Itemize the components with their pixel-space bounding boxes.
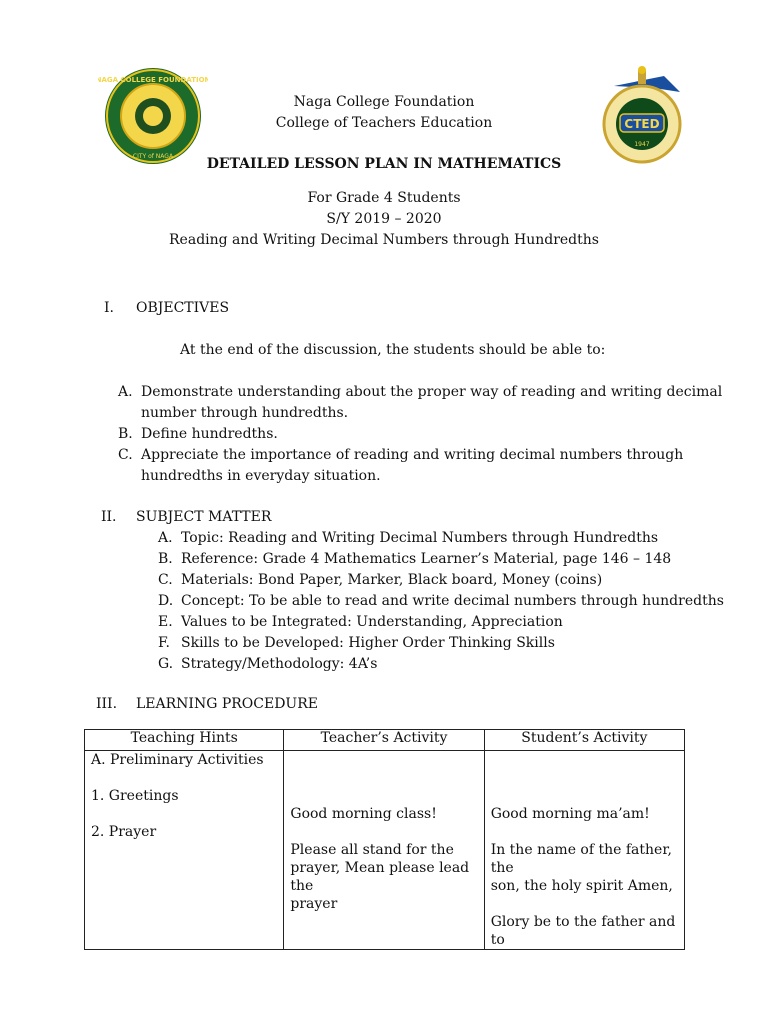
hint-prayer: 2. Prayer <box>91 824 157 840</box>
list-item: Skills to be Developed: Higher Order Thinking Skills <box>181 635 555 651</box>
list-item: Values to be Integrated: Understanding, Appreciation <box>181 614 563 630</box>
student-greeting: Good morning ma’am! <box>490 806 650 822</box>
list-letter: E. <box>158 614 173 630</box>
section-heading: OBJECTIVES <box>136 300 230 316</box>
list-letter: F. <box>158 635 170 651</box>
list-item: Demonstrate understanding about the proper way of reading and writing decimal <box>141 384 723 400</box>
list-letter: B. <box>158 551 173 567</box>
list-item: Strategy/Methodology: 4A’s <box>181 656 378 672</box>
svg-text:1947: 1947 <box>634 141 650 148</box>
section-heading: SUBJECT MATTER <box>136 509 272 525</box>
list-letter: G. <box>158 656 174 672</box>
objectives-intro: At the end of the discussion, the students should be able to: <box>180 342 606 358</box>
teacher-prayer-line: Please all stand for the <box>290 842 454 858</box>
teacher-prayer-line: prayer, Mean please lead the <box>290 860 470 894</box>
section-numeral: III. <box>96 696 118 712</box>
list-letter: B. <box>118 426 133 442</box>
students-activity-cell <box>484 751 684 950</box>
list-item: Concept: To be able to read and write decimal numbers through hundredths <box>181 593 724 609</box>
list-letter: A. <box>118 384 133 400</box>
teacher-prayer-line: prayer <box>290 896 338 912</box>
list-letter: C. <box>118 447 133 463</box>
section-numeral: II. <box>101 509 117 525</box>
teaching-hints-cell <box>85 751 284 950</box>
teacher-greeting: Good morning class! <box>290 806 437 822</box>
learning-procedure-table <box>84 729 685 950</box>
list-item: number through hundredths. <box>141 405 349 421</box>
list-item: Topic: Reading and Writing Decimal Numbers through Hundredths <box>181 530 659 546</box>
section-numeral: I. <box>104 300 114 316</box>
student-glory-line: Glory be to the father and to <box>490 914 676 948</box>
school-year: S/Y 2019 – 2020 <box>326 211 442 227</box>
student-prayer-line: In the name of the father, the <box>490 842 672 876</box>
list-letter: C. <box>158 572 173 588</box>
list-item: hundredths in everyday situation. <box>141 468 381 484</box>
school-name: Naga College Foundation <box>293 94 475 110</box>
list-letter: A. <box>158 530 173 546</box>
seal-lettering: NAGA COLLEGE FOUNDATION <box>98 76 208 84</box>
student-prayer-line: son, the holy spirit Amen, <box>490 878 673 894</box>
list-item: Materials: Bond Paper, Marker, Black board, Money (coins) <box>181 572 603 588</box>
lesson-topic: Reading and Writing Decimal Numbers through Hundredths <box>169 232 599 248</box>
hint-preliminary: A. Preliminary Activities <box>91 752 264 768</box>
column-header-students-activity: Student’s Activity <box>484 730 684 751</box>
column-header-teaching-hints: Teaching Hints <box>85 730 284 751</box>
grade-line: For Grade 4 Students <box>307 190 461 206</box>
list-item: Appreciate the importance of reading and writing decimal numbers through <box>141 447 684 463</box>
column-header-teachers-activity: Teacher’s Activity <box>284 730 484 751</box>
svg-text:CITY of NAGA: CITY of NAGA <box>132 153 174 160</box>
section-heading: LEARNING PROCEDURE <box>136 696 318 712</box>
college-name: College of Teachers Education <box>275 115 493 131</box>
list-letter: D. <box>158 593 174 609</box>
teachers-activity-cell <box>284 751 484 950</box>
svg-text:CTED: CTED <box>624 117 660 131</box>
hint-greetings: 1. Greetings <box>91 788 179 804</box>
list-item: Reference: Grade 4 Mathematics Learner’s Material, page 146 – 148 <box>181 551 672 567</box>
document-title: DETAILED LESSON PLAN IN MATHEMATICS <box>206 156 562 172</box>
list-item: Define hundredths. <box>141 426 278 442</box>
